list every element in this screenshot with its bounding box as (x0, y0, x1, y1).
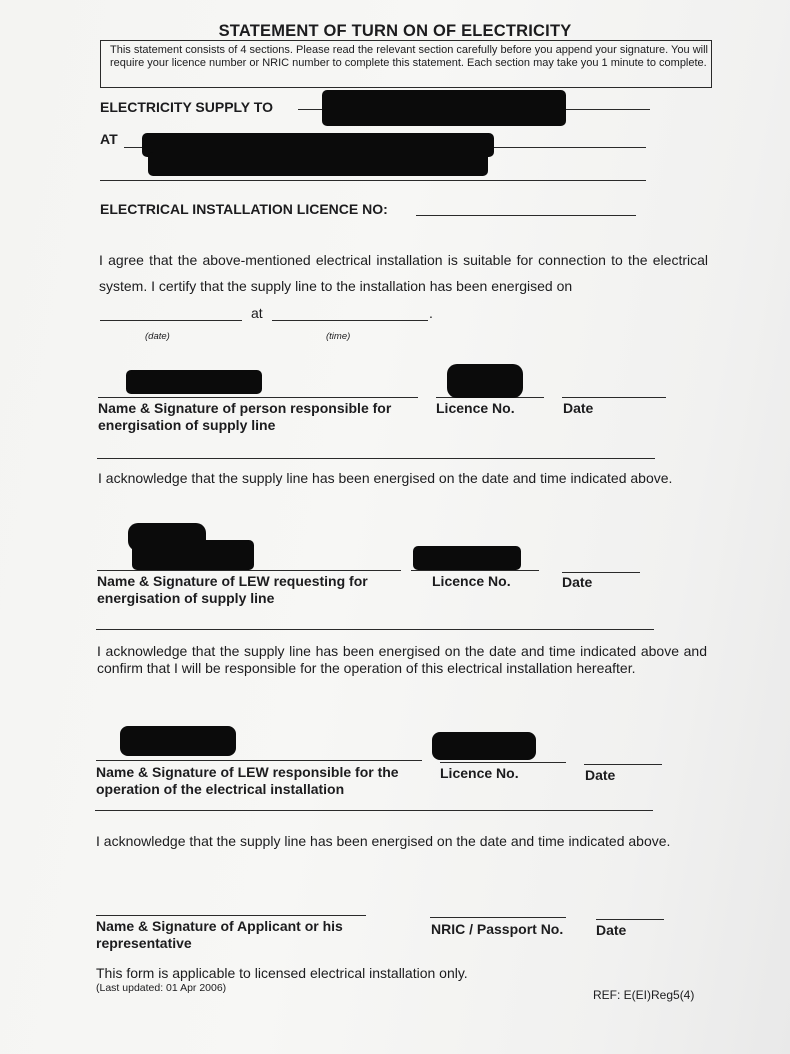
s4-name-signature-label: Name & Signature of Applicant or his representative (96, 918, 343, 951)
redacted-address-2 (148, 152, 488, 176)
at-word: at (251, 305, 263, 321)
s3-name-signature-label: Name & Signature of LEW responsible for the operation of the electrical installation (96, 764, 399, 797)
form-reference: REF: E(EI)Reg5(4) (593, 988, 695, 1002)
s3-licence-field[interactable] (440, 762, 566, 763)
section2-statement: I acknowledge that the supply line has been energised on the date and time indicated above. (98, 470, 673, 486)
section1-statement: I agree that the above-mentioned electrical installation is suitable for connection to the electrical system. I certify that the supply line to the installation has been energised on (99, 252, 708, 294)
section-divider (96, 629, 654, 630)
s2-date-field[interactable] (562, 572, 640, 573)
redacted-supply-to (322, 90, 566, 126)
address-field-line-2[interactable] (100, 180, 646, 181)
licence-no-label: ELECTRICAL INSTALLATION LICENCE NO: (100, 201, 388, 217)
redacted-s2-licence (413, 546, 521, 570)
s4-signature-field[interactable] (96, 915, 366, 916)
s2-signature-field[interactable] (97, 570, 401, 571)
s3-signature-field[interactable] (96, 760, 422, 761)
s1-name-signature-label: Name & Signature of person responsible for energisation of supply line (98, 400, 392, 433)
supply-to-label: ELECTRICITY SUPPLY TO (100, 99, 273, 115)
s3-date-label: Date (585, 767, 616, 783)
s2-date-label: Date (562, 574, 593, 590)
redacted-s3-signature (120, 726, 236, 756)
energised-date-field[interactable] (100, 320, 242, 321)
section4-statement: I acknowledge that the supply line has been energised on the date and time indicated above. (96, 833, 671, 849)
period: . (429, 305, 433, 321)
s1-licence-label: Licence No. (436, 400, 515, 416)
last-updated: (Last updated: 01 Apr 2006) (96, 982, 227, 994)
redacted-s1-signature (126, 370, 262, 394)
s1-signature-field[interactable] (98, 397, 418, 398)
s4-nric-field[interactable] (430, 917, 566, 918)
s3-date-field[interactable] (584, 764, 662, 765)
s1-date-label: Date (563, 400, 594, 416)
at-label: AT (100, 131, 118, 147)
s2-licence-label: Licence No. (432, 573, 511, 589)
s4-date-label: Date (596, 922, 627, 938)
footer-note: This form is applicable to licensed electrical installation only. (96, 965, 468, 981)
licence-no-field[interactable] (416, 215, 636, 216)
redacted-s3-licence (432, 732, 536, 760)
redacted-s1-licence (447, 364, 523, 398)
section-divider (95, 810, 653, 811)
s3-licence-label: Licence No. (440, 765, 519, 781)
form-title: STATEMENT OF TURN ON OF ELECTRICITY (218, 22, 572, 40)
energised-time-field[interactable] (272, 320, 428, 321)
date-hint: (date) (145, 331, 170, 342)
s1-date-field[interactable] (562, 397, 666, 398)
s4-date-field[interactable] (596, 919, 664, 920)
intro-text: This statement consists of 4 sections. Please read the relevant section carefully before you append your signature. You will require your licence number or NRIC number to complete this statement. Each section may take you 1 minute to complete. (110, 44, 708, 69)
time-hint: (time) (326, 331, 351, 342)
redacted-s2-signature-b (132, 540, 254, 570)
section-divider (97, 458, 655, 459)
s2-name-signature-label: Name & Signature of LEW requesting for energisation of supply line (97, 573, 368, 606)
s4-nric-label: NRIC / Passport No. (431, 921, 564, 937)
section3-statement: I acknowledge that the supply line has been energised on the date and time indicated above and confirm that I will be responsible for the operation of this electrical installation hereafter. (97, 643, 707, 676)
s2-licence-field[interactable] (411, 570, 539, 571)
